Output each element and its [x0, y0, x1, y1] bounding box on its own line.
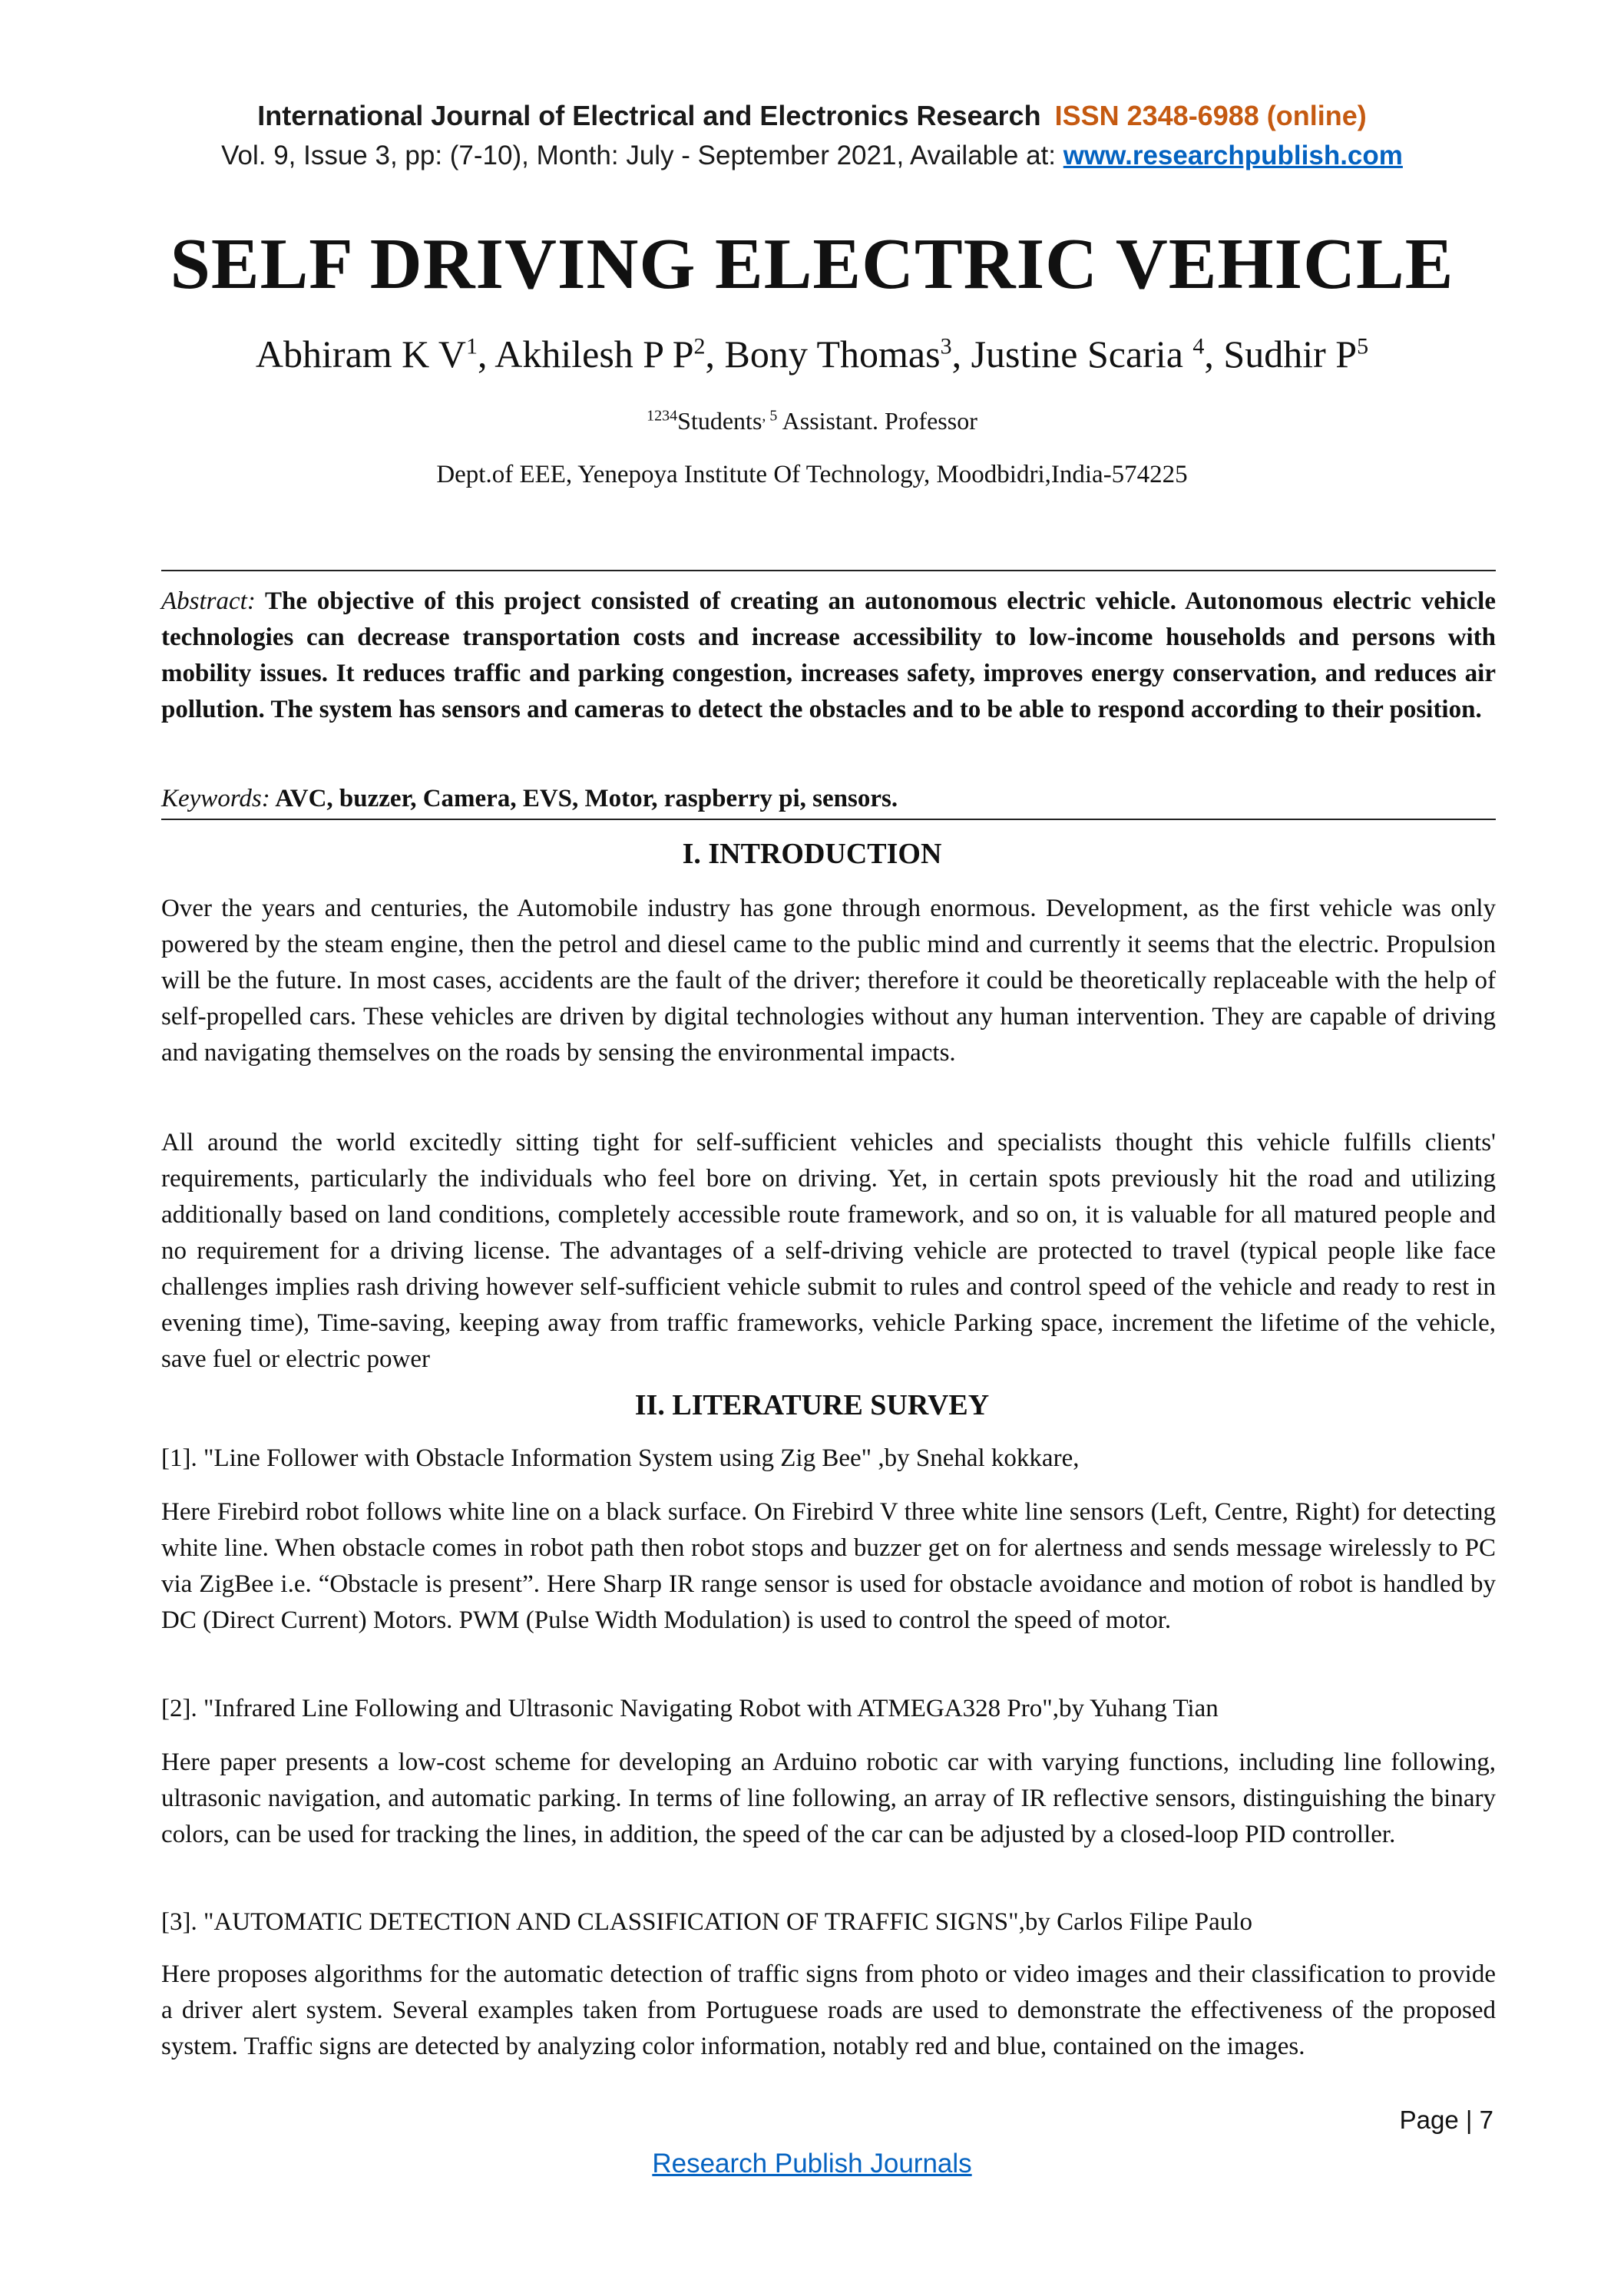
paragraph: Here paper presents a low-cost scheme for developing an Arduino robotic car with varying functions, including line following, ultrasonic navigation, and automatic parking. In terms of line following, an array of IR reflective sensors, distinguishing the binary colors, can be used for tracking the lines, in addition, the speed of the car can be adjusted by a closed-loop PID controller.: [161, 1748, 1496, 1848]
page-number: Page | 7: [1399, 2106, 1493, 2134]
affiliation-sup: 1234: [647, 407, 678, 425]
ref-3-body: [161, 1957, 1496, 2065]
keywords-label: Keywords:: [161, 785, 270, 812]
reference: [3]. "AUTOMATIC DETECTION AND CLASSIFICATION OF TRAFFIC SIGNS",by Carlos Filipe Paulo: [161, 1908, 1252, 1936]
ref-2-body: [161, 1745, 1496, 1853]
author-sup: 4: [1192, 333, 1205, 359]
intro-para-1: [161, 891, 1496, 1071]
author-name: Justine Scaria: [971, 332, 1193, 375]
intro-para-2: [161, 1125, 1496, 1378]
paragraph: Here proposes algorithms for the automatic detection of traffic signs from photo or video images and their classification to provide a driver alert system. Several examples taken from Portuguese roads are used to demonstrate the effectiveness of the proposed system. Traffic signs are detected by analyzing color information, notably red and blue, contained on the images.: [161, 1960, 1496, 2060]
ref-2-title: [161, 1691, 1496, 1727]
affiliation-sup: , 5: [762, 407, 778, 425]
issue-line: [0, 141, 1624, 171]
author-list: Abhiram K $V^1$, Akhilesh P $P^2$, Bony Thomas$^3$, Justine Scaria $^4$, Sudhir $P^5$: [255, 332, 1369, 375]
intro-heading: I. INTRODUCTION: [682, 838, 942, 870]
author-sup: 3: [940, 333, 952, 359]
author-name: Bony Thomas: [724, 332, 941, 375]
ref-1-body: [161, 1494, 1496, 1639]
website-link[interactable]: www.researchpublish.com: [1063, 141, 1403, 170]
lit-heading: II. LITERATURE SURVEY: [634, 1389, 990, 1421]
paper-title: SELF DRIVING ELECTRIC VEHICLE: [170, 224, 1454, 304]
professor-label: Assistant. Professor: [777, 407, 977, 435]
journal-header: [0, 100, 1624, 132]
author-name: Abhiram K V: [255, 332, 466, 375]
paragraph: All around the world excitedly sitting tight for self-sufficient vehicles and specialists thought this vehicle fulfills clients' requirements, particularly the individuals who feel bore on driving. Yet, in certain spots previously hit the road and utilizing additionally based on land conditions, completely accessible route framework, and so on, it is valuable for all matured people and no requirement for a driving license. The advantages of a self-driving vehicle are protected to travel (typical people like face challenges implies rash driving however self-sufficient vehicle submit to rules and control speed of the vehicle and ready to rest in evening time), Time-saving, keeping away from traffic frameworks, vehicle Parking space, increment the lifetime of the vehicle, save fuel or electric power: [161, 1129, 1496, 1373]
ref-3-title: [161, 1904, 1496, 1940]
author-sup: 5: [1357, 333, 1369, 359]
students-label: Students: [677, 407, 762, 435]
abstract: [161, 584, 1496, 728]
abstract-label: Abstract:: [161, 587, 256, 615]
author-name: Sudhir P: [1223, 332, 1358, 375]
affiliation-roles: [0, 407, 1624, 435]
affiliation-dept: Dept.of EEE, Yenepoya Institute Of Technology, Moodbidri,India-574225: [436, 461, 1188, 488]
author-name: Akhilesh P P: [494, 332, 694, 375]
keywords-text: AVC, buzzer, Camera, EVS, Motor, raspberry pi, sensors.: [270, 785, 898, 812]
reference: [2]. "Infrared Line Following and Ultrasonic Navigating Robot with ATMEGA328 Pro",by Yuhang Tian: [161, 1695, 1219, 1722]
paragraph: Over the years and centuries, the Automobile industry has gone through enormous. Development, as the first vehicle was only powered by the steam engine, then the petrol and diesel came to the public mind and currently it seems that the electric. Propulsion will be the future. In most cases, accidents are the fault of the driver; therefore it could be theoretically replaceable with the help of self-propelled cars. These vehicles are driven by digital technologies without any human intervention. They are capable of driving and navigating themselves on the roads by sensing the environmental impacts.: [161, 895, 1496, 1067]
abstract-text: The objective of this project consisted of creating an autonomous electric vehicle. Autonomous electric vehicle technologies can decrease transportation costs and increase accessibility to low-income households and persons with mobility issues. It reduces traffic and parking congestion, increases safety, improves energy conservation, and reduces air pollution. The system has sensors and cameras to detect the obstacles and to be able to respond according to their position.: [161, 587, 1496, 723]
issue-info: Vol. 9, Issue 3, pp: (7-10), Month: July - September 2021, Available at:: [221, 141, 1063, 170]
paragraph: Here Firebird robot follows white line on a black surface. On Firebird V three white line sensors (Left, Centre, Right) for detecting white line. When obstacle comes in robot path then robot stops and buzzer get on for alertness and sends message wirelessly to PC via ZigBee i.e. “Obstacle is present”. Here Sharp IR range sensor is used for obstacle avoidance and motion of robot is handled by DC (Direct Current) Motors. PWM (Pulse Width Modulation) is used to control the speed of motor.: [161, 1498, 1496, 1634]
keywords: [161, 781, 1496, 817]
issn: ISSN 2348-6988 (online): [1054, 100, 1367, 131]
publisher-link[interactable]: Research Publish Journals: [652, 2149, 972, 2179]
top-divider: [161, 570, 1496, 571]
journal-name: International Journal of Electrical and Electronics Research: [257, 100, 1041, 131]
author-sup: 1: [465, 333, 478, 359]
reference: [1]. "Line Follower with Obstacle Information System using Zig Bee" ,by Snehal kokkare,: [161, 1444, 1080, 1472]
author-sup: 2: [693, 333, 706, 359]
ref-1-title: [161, 1441, 1496, 1477]
keywords-divider: [161, 819, 1496, 820]
